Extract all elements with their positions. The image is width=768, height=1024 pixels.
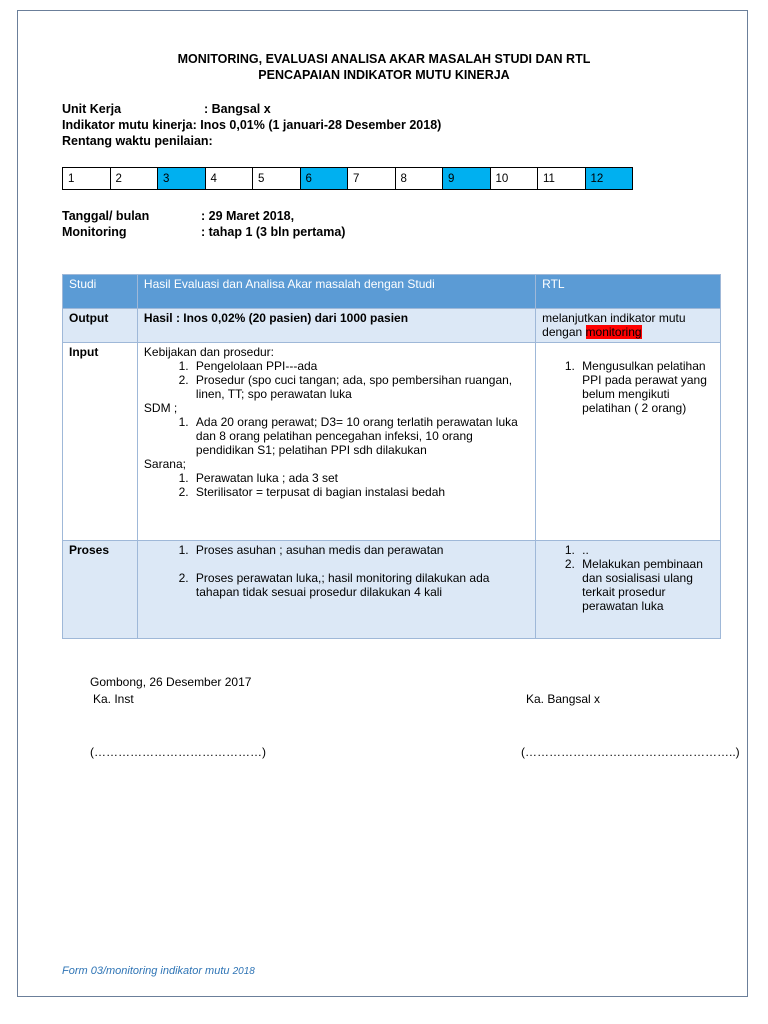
sdm-list bbox=[144, 415, 529, 457]
month-cell: 11 bbox=[538, 168, 586, 190]
proses-item: 1. Proses asuhan ; asuhan medis dan perawatan bbox=[192, 543, 529, 557]
month-cell: 2 bbox=[110, 168, 158, 190]
unit-kerja-value: : Bangsal x bbox=[204, 102, 271, 116]
monitoring-value: : tahap 1 (3 bln pertama) bbox=[201, 225, 346, 239]
footer-year: 2018 bbox=[232, 966, 255, 977]
form-footer bbox=[62, 965, 255, 977]
tanggal-value: : 29 Maret 2018, bbox=[201, 209, 295, 223]
header-hasil: Hasil Evaluasi dan Analisa Akar masalah dengan Studi bbox=[137, 275, 535, 309]
month-cell: 5 bbox=[253, 168, 301, 190]
month-row bbox=[63, 168, 633, 190]
footer-form: Form 03/monitoring indikator mutu bbox=[62, 965, 233, 977]
month-cell: 9 bbox=[443, 168, 491, 190]
input-row bbox=[63, 343, 721, 541]
proses-rtl bbox=[536, 541, 721, 639]
sarana-item: 1. Perawatan luka ; ada 3 set bbox=[192, 471, 529, 485]
monitoring-label: Monitoring bbox=[62, 225, 127, 239]
signature-left-role: Ka. Inst bbox=[93, 692, 134, 706]
month-cell: 6 bbox=[300, 168, 348, 190]
kebijakan-heading: Kebijakan dan prosedur: bbox=[143, 345, 275, 359]
proses-list bbox=[144, 543, 529, 599]
proses-rtl-item: 1. .. bbox=[578, 543, 714, 557]
evaluation-table bbox=[62, 274, 721, 639]
kebijakan-item: 1. Pengelolaan PPI---ada bbox=[192, 359, 529, 373]
output-rtl-highlight: monitoring bbox=[585, 325, 642, 339]
unit-kerja-row bbox=[62, 102, 271, 116]
sarana-item: 2. Sterilisator = terpusat di bagian instalasi bedah bbox=[192, 485, 529, 499]
tanggal-row bbox=[62, 209, 294, 223]
month-cell: 12 bbox=[585, 168, 633, 190]
indikator-value: : Inos 0,01% (1 januari-28 Desember 2018) bbox=[192, 118, 442, 132]
table-header-row bbox=[63, 275, 721, 309]
output-label: Output bbox=[63, 309, 138, 343]
header-studi: Studi bbox=[63, 275, 138, 309]
proses-hasil bbox=[137, 541, 535, 639]
doc-title-line1: MONITORING, EVALUASI ANALISA AKAR MASALAH STUDI DAN RTL bbox=[177, 52, 591, 66]
signature-right-line: (……………………………………………..) bbox=[521, 745, 740, 759]
indikator-row bbox=[62, 118, 441, 132]
proses-row bbox=[63, 541, 721, 639]
input-rtl-item: 1. Mengusulkan pelatihan PPI pada perawat yang belum mengikuti pelatihan ( 2 orang) bbox=[578, 359, 714, 415]
month-cell: 3 bbox=[158, 168, 206, 190]
month-table bbox=[62, 167, 633, 190]
input-rtl bbox=[536, 343, 721, 541]
input-label: Input bbox=[63, 343, 138, 541]
output-row bbox=[63, 309, 721, 343]
sarana-list bbox=[144, 471, 529, 499]
input-hasil bbox=[137, 343, 535, 541]
signature-left-line: (……………………………………) bbox=[90, 745, 266, 759]
month-cell: 1 bbox=[63, 168, 111, 190]
proses-label: Proses bbox=[63, 541, 138, 639]
signature-place-date: Gombong, 26 Desember 2017 bbox=[90, 675, 252, 689]
indikator-label: Indikator mutu kinerja bbox=[62, 118, 193, 132]
sdm-item: 1. Ada 20 orang perawat; D3= 10 orang terlatih perawatan luka dan 8 orang pelatihan pencegahan infeksi, 10 orang pendidikan S1; pelatihan PPI sdh dilakukan bbox=[192, 415, 529, 457]
month-cell: 8 bbox=[395, 168, 443, 190]
monitoring-row bbox=[62, 225, 345, 239]
output-rtl bbox=[536, 309, 721, 343]
header-rtl: RTL bbox=[536, 275, 721, 309]
sarana-heading: Sarana; bbox=[143, 457, 186, 471]
unit-kerja-label: Unit Kerja bbox=[62, 102, 122, 116]
month-cell: 4 bbox=[205, 168, 253, 190]
input-rtl-list bbox=[542, 359, 714, 415]
month-cell: 7 bbox=[348, 168, 396, 190]
proses-item: 2. Proses perawatan luka,; hasil monitoring dilakukan ada tahapan tidak sesuai prosedur dilakukan 4 kali bbox=[192, 571, 529, 599]
rentang-label: Rentang waktu penilaian: bbox=[62, 134, 213, 148]
signature-right-role: Ka. Bangsal x bbox=[526, 692, 601, 706]
proses-rtl-list bbox=[542, 543, 714, 613]
output-hasil: Hasil : Inos 0,02% (20 pasien) dari 1000 pasien bbox=[137, 309, 535, 343]
month-cell: 10 bbox=[490, 168, 538, 190]
doc-title-line2: PENCAPAIAN INDIKATOR MUTU KINERJA bbox=[258, 68, 510, 82]
kebijakan-item: 2. Prosedur (spo cuci tangan; ada, spo pembersihan ruangan, linen, TT; spo perawatan luka bbox=[192, 373, 529, 401]
tanggal-label: Tanggal/ bulan bbox=[62, 209, 150, 223]
sdm-heading: SDM ; bbox=[143, 401, 178, 415]
proses-rtl-item: 2. Melakukan pembinaan dan sosialisasi ulang terkait prosedur perawatan luka bbox=[578, 557, 714, 613]
kebijakan-list bbox=[144, 359, 529, 401]
output-rtl-text: melanjutkan indikator mutu dengan bbox=[542, 311, 686, 339]
